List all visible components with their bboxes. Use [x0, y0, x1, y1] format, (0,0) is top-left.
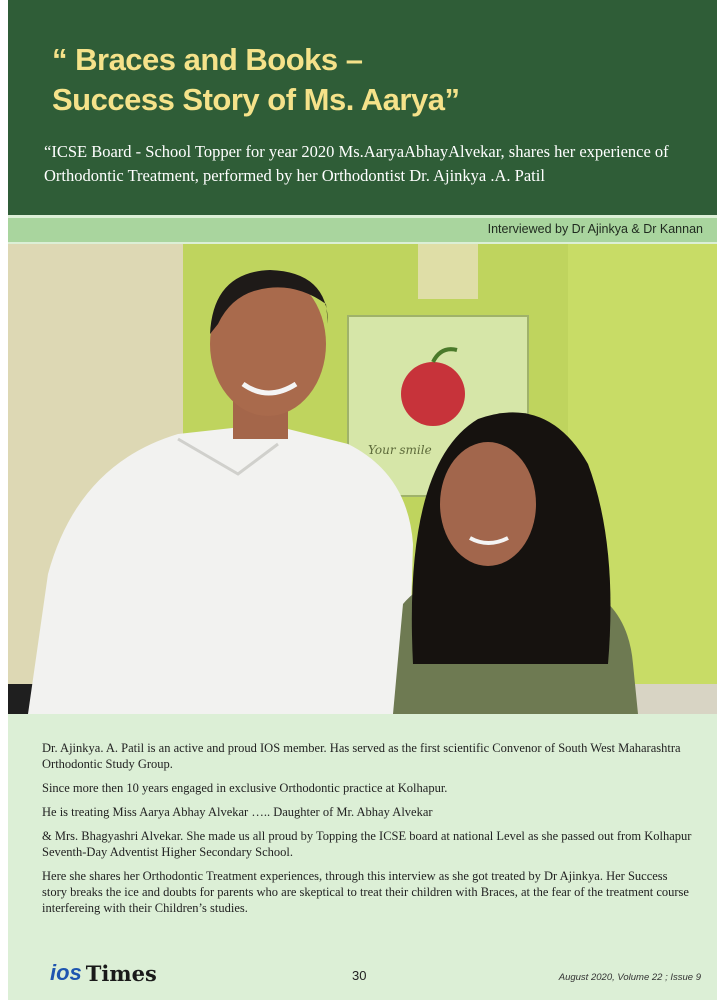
paragraph-3: He is treating Miss Aarya Abhay Alvekar ….. Daughter of Mr. Abhay Alvekar: [42, 805, 433, 819]
page-number: 30: [352, 968, 367, 983]
byline: Interviewed by Dr Ajinkya & Dr Kannan: [487, 222, 703, 236]
article-header: [8, 0, 717, 215]
logo-times: Times: [85, 960, 157, 986]
title-line-1: “ Braces and Books –: [52, 42, 363, 77]
article-subtitle: “ICSE Board - School Topper for year 2020 Ms.AaryaAbhayAlvekar, shares her experience of Orthodontic Treatment, performed by her Orthodontist Dr. Ajinkya .A. Patil: [44, 142, 669, 185]
apple-icon: [401, 362, 465, 426]
paragraph-2: Since more then 10 years engaged in exclusive Orthodontic practice at Kolhapur.: [42, 781, 448, 795]
article-title: [52, 40, 459, 120]
issue-info: August 2020, Volume 22 ; Issue 9: [558, 972, 701, 983]
girl-face: [440, 442, 536, 566]
article-body: [42, 740, 692, 924]
logo-ios: ios: [50, 960, 82, 985]
title-line-2: Success Story of Ms. Aarya”: [52, 82, 460, 117]
ios-times-logo: [50, 960, 157, 986]
photo-illustration: [8, 244, 717, 714]
paragraph-1: Dr. Ajinkya. A. Patil is an active and proud IOS member. Has served as the first scientific Convenor of South West Maharashtra Orthodontic Study Group.: [42, 741, 681, 771]
paragraph-4: & Mrs. Bhagyashri Alvekar. She made us all proud by Topping the ICSE board at national Level as she passed out from Kolhapur Seventh-Day Adventist Higher Secondary School.: [42, 829, 692, 859]
paragraph-5: Here she shares her Orthodontic Treatment experiences, through this interview as she got treated by Dr Ajinkya. Her Success story breaks the ice and doubts for parents who are skeptical to treat their children with Braces, at the fear of the treatment course interfereing with their Children’s studies.: [42, 869, 689, 915]
magazine-page: [8, 0, 717, 1000]
article-photo: [8, 244, 717, 714]
poster-text: Your smile: [368, 443, 432, 457]
byline-bar: [8, 218, 717, 242]
